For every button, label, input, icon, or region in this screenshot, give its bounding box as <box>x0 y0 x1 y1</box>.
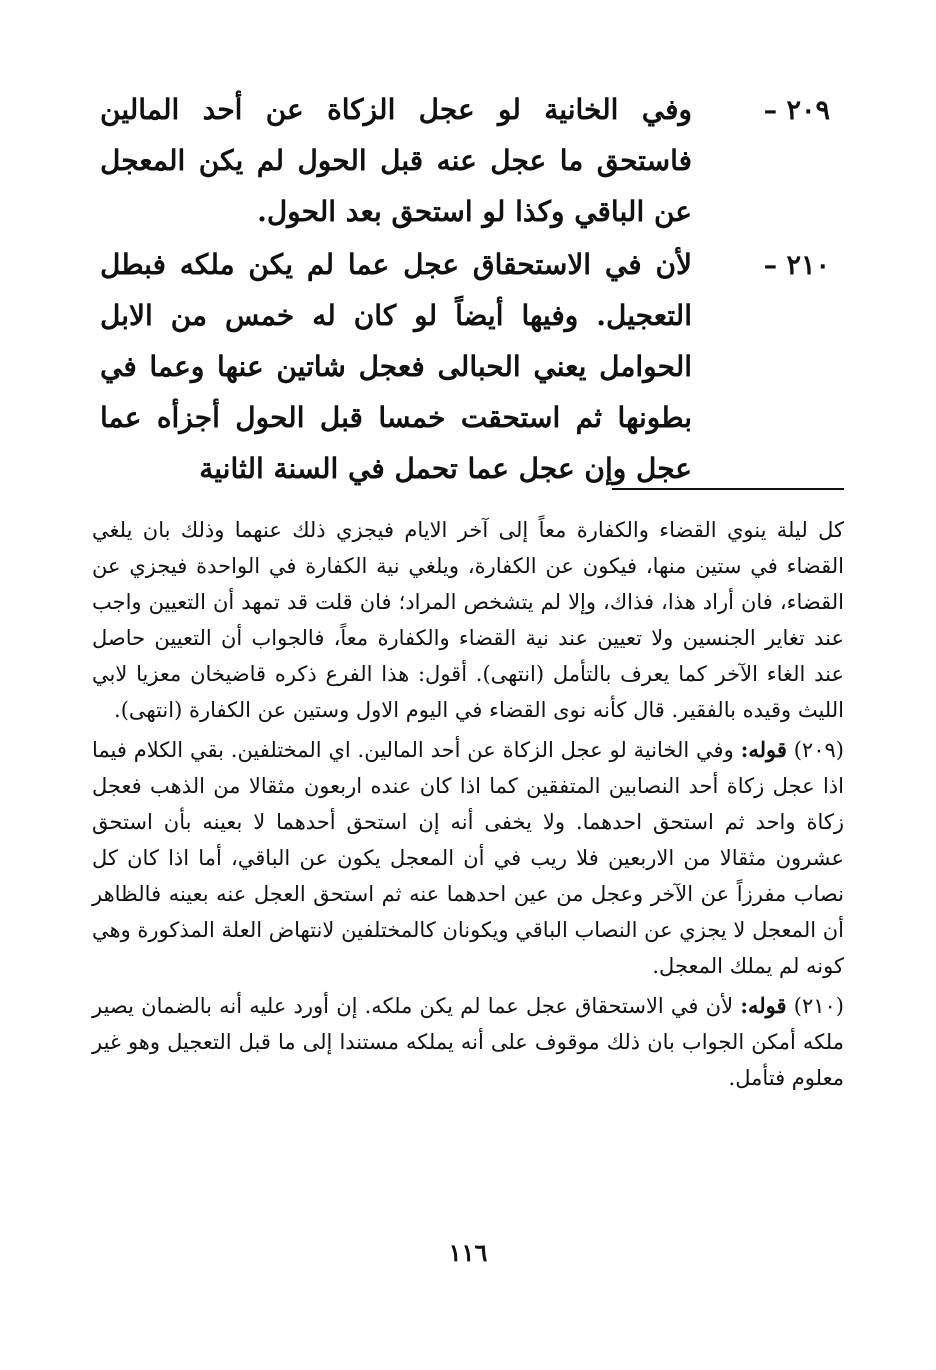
entry-number: ٢٠٩ – <box>763 95 830 126</box>
note-body: لأن في الاستحقاق عجل عما لم يكن ملكه. إن أورد عليه أنه بالضمان يصير ملكه أمكن الجواب بان ذلك موقوف على أنه يملكه مستندا إلى ما قبل التعجيل وهو غير معلوم فتأمل. <box>92 994 844 1090</box>
note-label: قوله: <box>740 737 787 762</box>
entry-text: لأن في الاستحقاق عجل عما لم يكن ملكه فبطل التعجيل. وفيها أيضاً لو كان له خمس من الابل الحوامل يعني الحبالى فعجل شاتين عنها وعما في بطونها ثم استحقت خمسا قبل الحول أجزأه عما عجل وإن عجل عما تحمل في السنة الثانية <box>100 248 692 485</box>
entry-209 <box>100 84 830 237</box>
note-body: وفي الخانية لو عجل الزكاة عن أحد المالين. اي المختلفين. بقي الكلام فيما اذا عجل زكاة أحد النصابين المتفقين كما اذا كان عنده اربعون مثقالا من الذهب فعجل زكاة واحد ثم استحق احدهما. ولا يخفى أنه إن استحق أحدهما لا بعينه بأن استحق عشرون مثقالا من الاربعين فلا ريب في أن المعجل يكون عن الباقي، أما اذا كان كل نصاب مفرزاً عن الآخر وعجل من عين احدهما عنه ثم استحق العجل عنه بعينه فالظاهر أن المعجل لا يجزي عن النصاب الباقي ويكونان كالمختلفين لانتهاض العلة المذكورة وهي كونه لم يملك المعجل. <box>92 738 844 978</box>
page-number: ١١٦ <box>448 1238 488 1267</box>
entry-text: وفي الخانية لو عجل الزكاة عن أحد المالين فاستحق ما عجل عنه قبل الحول لم يكن المعجل عن الباقي وكذا لو استحق بعد الحول. <box>100 93 692 228</box>
note-label: قوله: <box>740 993 787 1018</box>
note-209 <box>92 732 844 984</box>
note-number: (٢٠٩) <box>793 738 844 762</box>
entry-210 <box>100 239 830 494</box>
note-number: (٢١٠) <box>793 994 844 1018</box>
main-text <box>100 84 830 494</box>
footnote-separator <box>612 488 844 490</box>
note-intro: كل ليلة ينوي القضاء والكفارة معاً إلى آخر الايام فيجزي ذلك عنهما وذلك بان يلغي القضاء في ستين منها، فيكون عن الكفارة، ويلغي نية الكفارة في الواحدة فيجزي عن القضاء، فان أراد هذا، فذاك، وإلا لم يتشخص المراد؛ فان قلت قد تمهد أن التعيين واجب عند تغاير الجنسين ولا تعيين عند نية القضاء والكفارة معاً، فالجواب أن التعيين حاصل عند الغاء الآخر كما يعرف بالتأمل (انتهى). أقول: هذا الفرع ذكره قاضيخان معزيا لابي الليث وقيده بالفقير. قال كأنه نوى القضاء في اليوم الاول وستين عن الكفارة (انتهى). <box>92 518 844 722</box>
footnotes <box>92 512 844 1100</box>
note-210 <box>92 988 844 1096</box>
entry-number: ٢١٠ – <box>763 250 830 281</box>
